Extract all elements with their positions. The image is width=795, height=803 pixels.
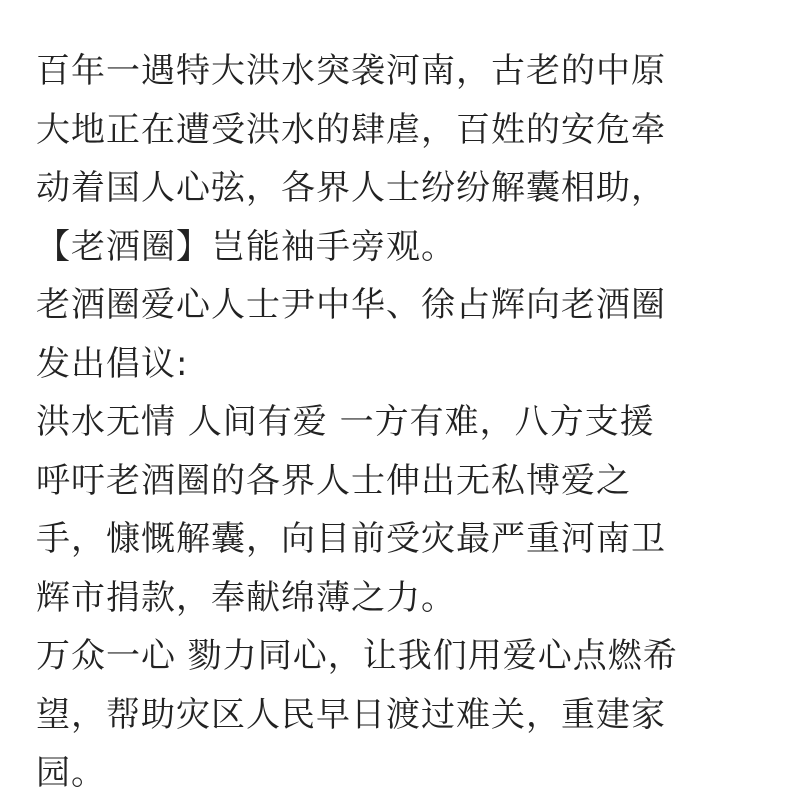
article-line: 【老酒圈】岂能袖手旁观。 — [36, 226, 456, 267]
article-line: 万众一心 勠力同心，让我们用爱心点燃希 — [36, 636, 678, 676]
article-line: 老酒圈爱心人士尹中华、徐占辉向老酒圈 — [36, 285, 666, 325]
article-line: 园。 — [36, 753, 106, 793]
article-line: 辉市捐款，奉献绵薄之力。 — [36, 577, 456, 618]
article-line: 手，慷慨解囊，向目前受灾最严重河南卫 — [36, 519, 666, 559]
article-line: 大地正在遭受洪水的肆虐，百姓的安危牵 — [36, 109, 666, 150]
article-line: 呼吁老酒圈的各界人士伸出无私博爱之 — [36, 460, 631, 501]
article-line: 发出倡议: — [36, 343, 189, 384]
article-line: 动着国人心弦，各界人士纷纷解囊相助， — [36, 168, 666, 208]
article-line: 望，帮助灾区人民早日渡过难关，重建家 — [36, 694, 666, 735]
article-line: 洪水无情 人间有爱 一方有难，八方支援 — [36, 402, 655, 442]
article-line: 百年一遇特大洪水突袭河南，古老的中原 — [36, 51, 666, 91]
article-body — [36, 42, 766, 803]
